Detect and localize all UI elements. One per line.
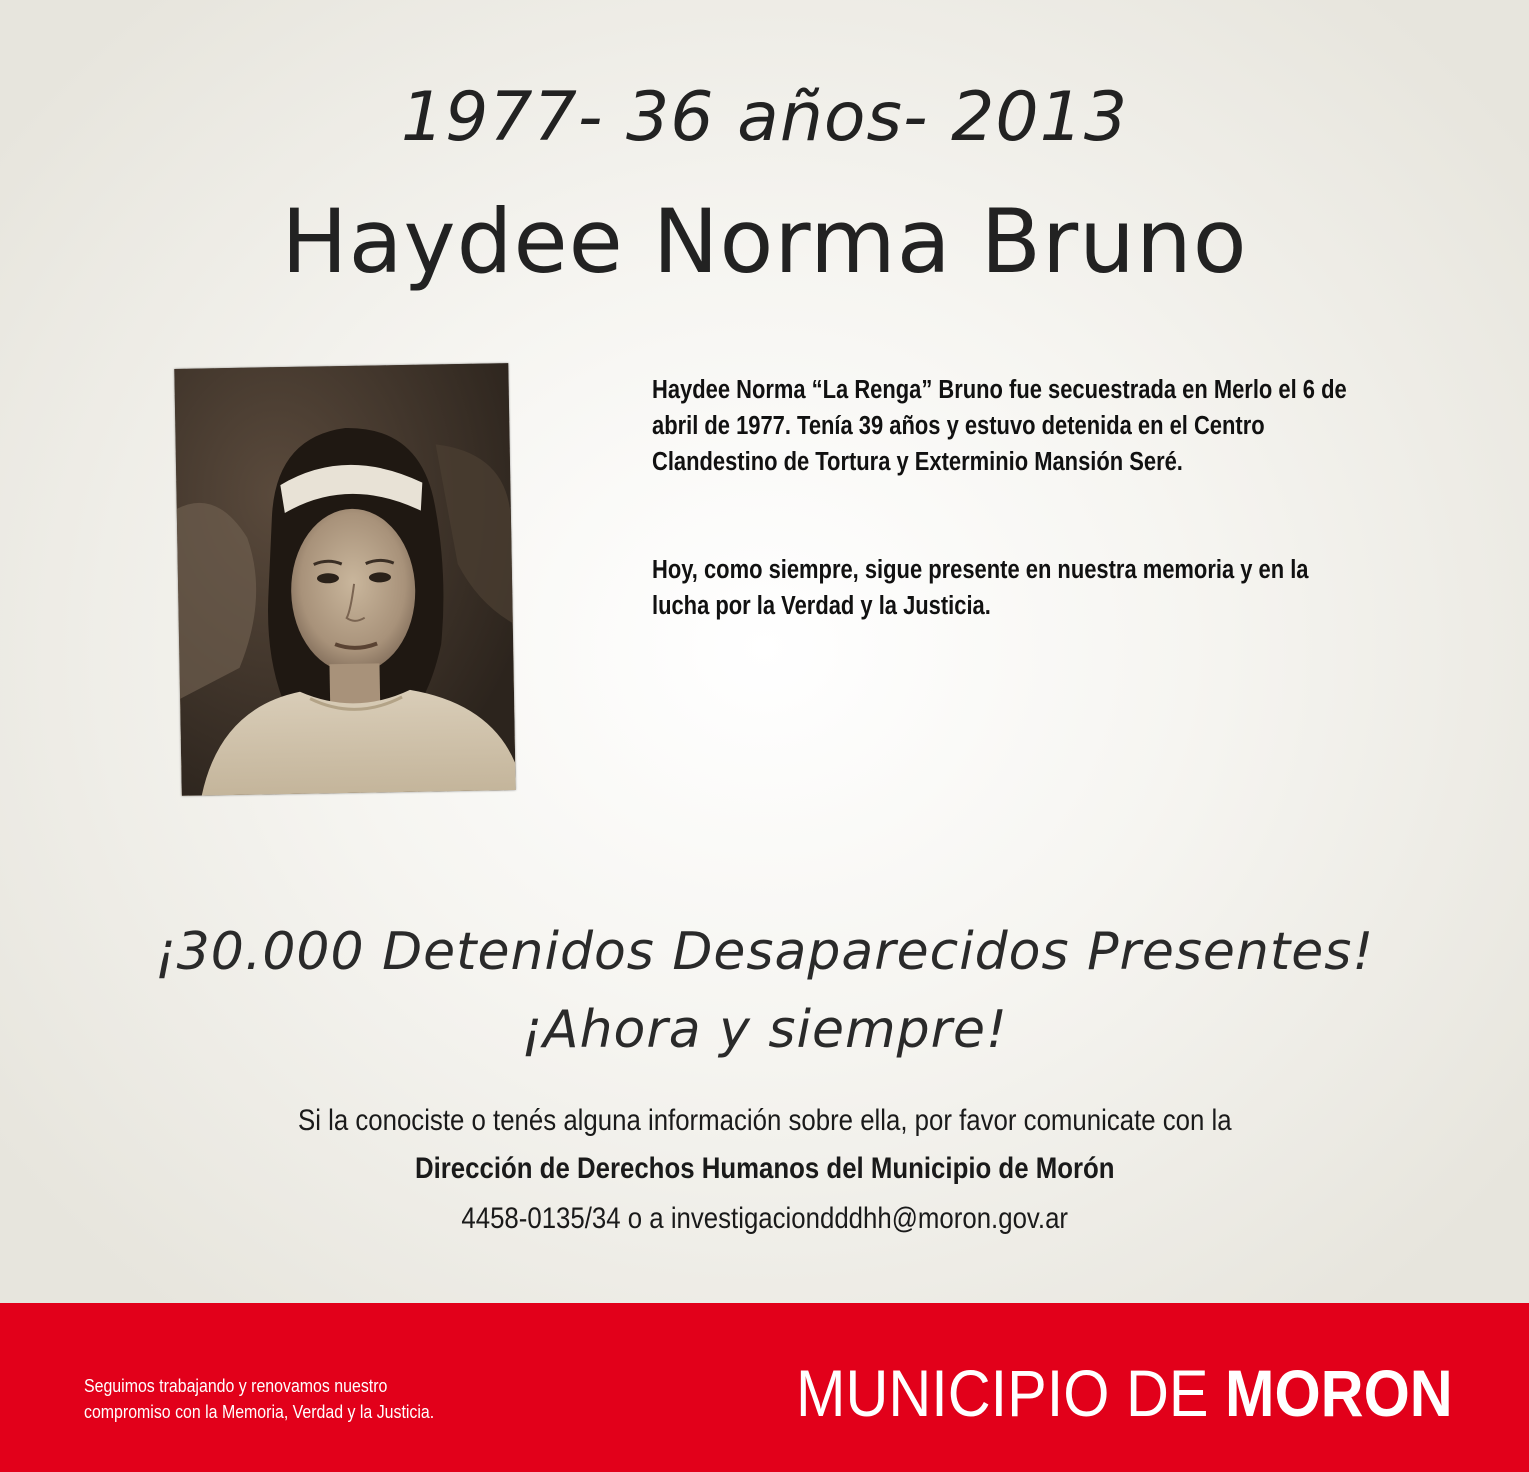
contact-organization xyxy=(0,1152,1529,1186)
footer-note-line-1: Seguimos trabajando y renovamos nuestro xyxy=(84,1375,388,1396)
biography xyxy=(652,372,1347,624)
portrait-illustration xyxy=(174,363,515,796)
logo-light-text: MUNICIPIO DE xyxy=(796,1356,1209,1430)
slogan-line-1: ¡30.000 Detenidos Desaparecidos Presentes! xyxy=(154,922,1375,982)
slogan-line-2: ¡Ahora y siempre! xyxy=(521,1000,1008,1060)
logo-bold-text: MORON xyxy=(1225,1356,1453,1430)
contact-organization-text: Dirección de Derechos Humanos del Municipio de Morón xyxy=(414,1152,1115,1185)
municipality-logo xyxy=(796,1355,1453,1431)
contact-details xyxy=(0,1202,1529,1236)
contact-details-text: 4458-0135/34 o a investigaciondddhh@moron.gov.ar xyxy=(461,1202,1068,1235)
contact-intro xyxy=(0,1104,1529,1138)
bio-paragraph-1: Haydee Norma “La Renga” Bruno fue secuestrada en Merlo el 6 de abril de 1977. Tenía 39 años y estuvo detenida en el Centro Clandestino de Tortura y Exterminio Mansión Seré. xyxy=(652,376,1347,476)
footer-note-line-2: compromiso con la Memoria, Verdad y la Justicia. xyxy=(84,1401,435,1422)
footer-banner xyxy=(0,1303,1529,1472)
footer-note xyxy=(84,1373,514,1425)
portrait-photo xyxy=(174,363,515,796)
years-heading: 1977- 36 años- 2013 xyxy=(400,78,1129,157)
person-name: Haydee Norma Bruno xyxy=(281,190,1248,293)
bio-paragraph-2: Hoy, como siempre, sigue presente en nuestra memoria y en la lucha por la Verdad y la Justicia. xyxy=(652,556,1309,620)
contact-intro-text: Si la conociste o tenés alguna información sobre ella, por favor comunicate con la xyxy=(297,1104,1232,1137)
